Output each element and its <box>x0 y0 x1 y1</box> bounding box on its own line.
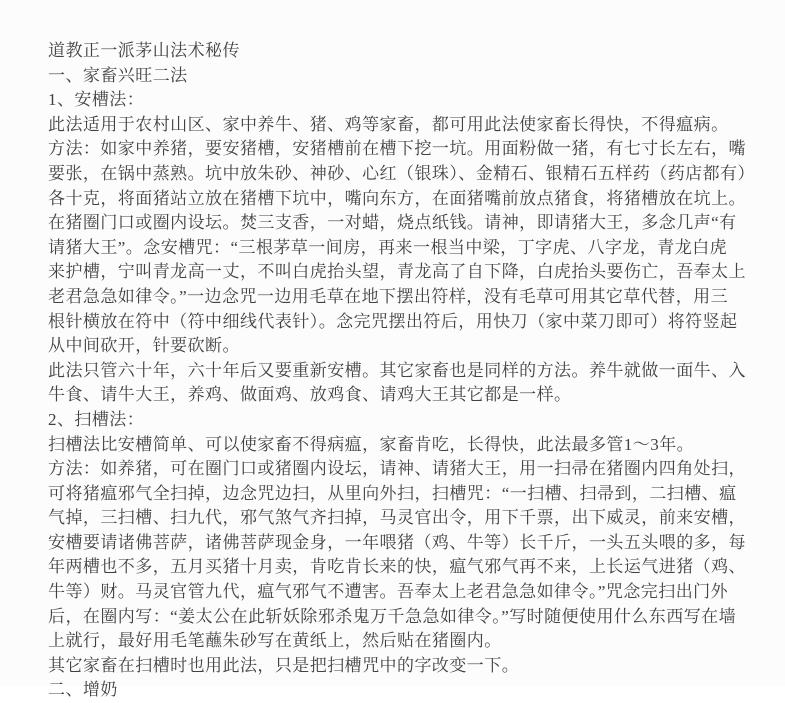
text-line: 要张，在锅中蒸熟。坑中放朱砂、神砂、心红（银珠）、金精石、银精石五样药（药店都有） <box>48 163 755 183</box>
text-line: 在猪圈门口或圈内设坛。焚三支香，一对蜡，烧点纸钱。请神，即请猪大王，多念几声“有 <box>48 213 737 233</box>
document-title: 道教正一派茅山法术秘传 <box>48 41 240 60</box>
text-line: 扫槽法比安槽简单、可以使家畜不得病瘟，家畜肯吃，长得快，此法最多管1～3年。 <box>48 434 695 454</box>
text-line: 此法只管六十年，六十年后又要重新安槽。其它家畜也是同样的方法。养牛就做一面牛、入 <box>48 360 746 380</box>
text-line: 后，在圈内写：“姜太公在此斩妖除邪杀鬼万千急急如律令。”写时随便使用什么东西写在墙 <box>48 606 737 626</box>
text-line: 老君急急如律令。”一边念咒一边用毛草在地下摆出符样，没有毛草可用其它草代替，用三 <box>48 286 729 306</box>
text-line: 可将猪瘟邪气全扫掉，边念咒边扫，从里向外扫，扫槽咒：“一扫槽、扫帚到，二扫槽、瘟 <box>48 483 737 503</box>
section-heading-clipped: 二、增奶 <box>48 680 118 700</box>
text-line: 其它家畜在扫槽时也用此法，只是把扫槽咒中的字改变一下。 <box>48 655 520 675</box>
text-line: 安槽要请诸佛菩萨，诸佛菩萨现金身，一年喂猪（鸡、牛等）长千斤，一头五头喂的多，每 <box>48 532 746 552</box>
text-line: 方法：如家中养猪，要安猪槽，安猪槽前在槽下挖一坑。用面粉做一猪，有七寸长左右，嘴 <box>48 139 746 159</box>
text-line: 上就行，最好用毛笔蘸朱砂写在黄纸上，然后贴在猪圈内。 <box>48 631 502 651</box>
subsection-heading: 1、安槽法： <box>48 90 145 110</box>
text-line: 年两槽也不多，五月买猪十月卖，肯吃肯长来的快，瘟气邪气再不来，上长运气进猪（鸡、 <box>48 557 746 577</box>
text-line: 从中间砍开，针要砍断。 <box>48 336 240 356</box>
text-line: 气掉，三扫槽、扫九代，邪气煞气齐扫掉，马灵官出令，用下千票，出下威灵，前来安槽， <box>48 508 746 528</box>
text-line: 方法：如养猪，可在圈门口或猪圈内设坛，请神、请猪大王，用一扫帚在猪圈内四角处扫， <box>48 459 746 479</box>
text-line: 各十克，将面猪站立放在猪槽下坑中，嘴向东方，在面猪嘴前放点猪食，将猪槽放在坑上。 <box>48 188 746 208</box>
text-line: 根针横放在符中（符中细线代表针）。念完咒摆出符后，用快刀（家中菜刀即可）将符竖起 <box>48 311 738 331</box>
text-line: 此法适用于农村山区、家中养牛、猪、鸡等家畜，都可用此法使家畜长得快，不得瘟病。 <box>48 114 729 134</box>
text-line: 牛等）财。马灵官管九代，瘟气邪气不遭害。吾奉太上老君急急如律令。”咒念完扫出门外 <box>48 582 729 602</box>
text-line: 来护槽，宁叫青龙高一丈，不叫白虎抬头望，青龙高了自下降，白虎抬头要伤亡，吾奉太上 <box>48 262 746 282</box>
section-heading: 一、家畜兴旺二法 <box>48 65 188 85</box>
text-line: 牛食、请牛大王，养鸡、做面鸡、放鸡食、请鸡大王其它都是一样。 <box>48 385 572 405</box>
document-body <box>48 39 755 703</box>
text-line: 请猪大王”。念安槽咒：“三根茅草一间房，再来一根当中梁，丁字虎、八字龙，青龙白虎 <box>48 237 728 257</box>
subsection-heading: 2、扫槽法： <box>48 409 145 429</box>
